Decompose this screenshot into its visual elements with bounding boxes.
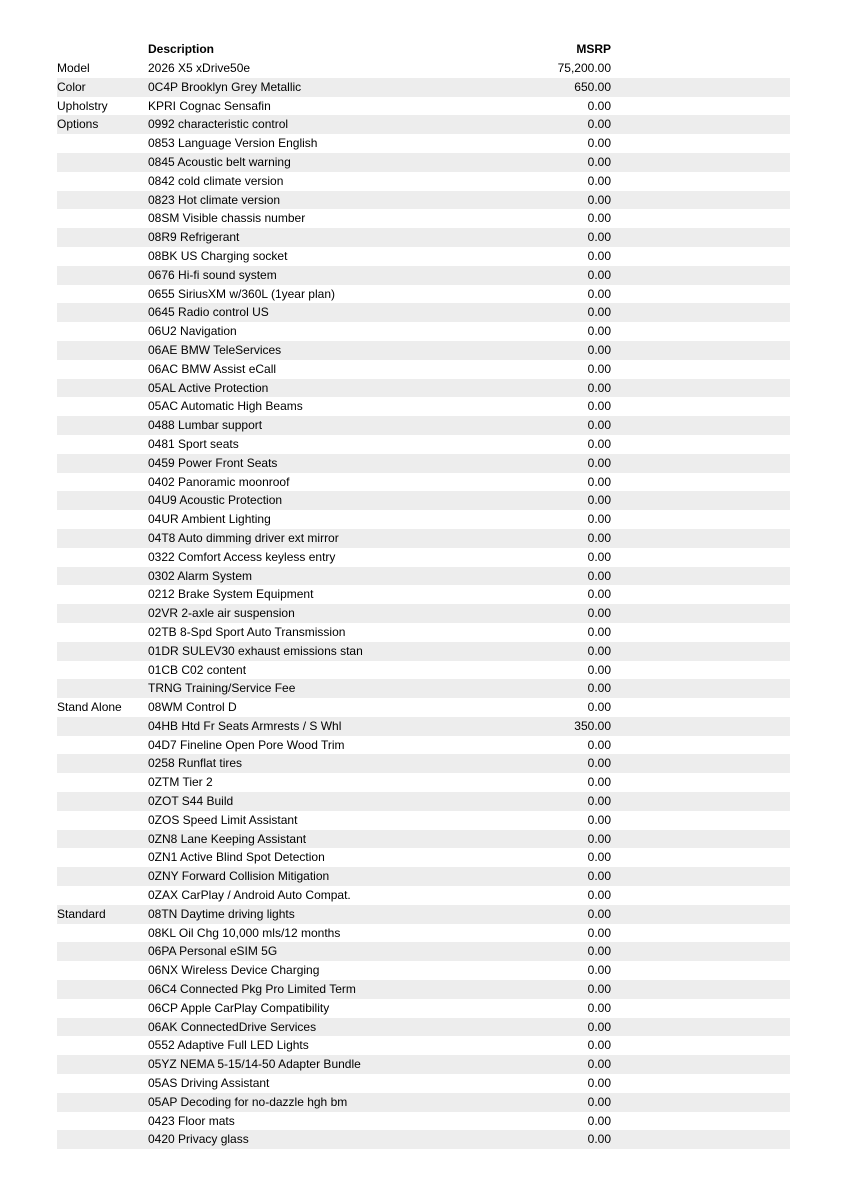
msrp-cell: 0.00: [587, 136, 611, 151]
table-row: [57, 623, 790, 642]
table-row: [57, 379, 790, 398]
description-cell: 04T8 Auto dimming driver ext mirror: [148, 530, 339, 545]
description-cell: 0322 Comfort Access keyless entry: [148, 549, 336, 564]
table-row: [57, 1093, 790, 1112]
msrp-cell: 0.00: [587, 1113, 611, 1128]
msrp-cell: 0.00: [587, 305, 611, 320]
msrp-cell: 0.00: [587, 1057, 611, 1072]
table-header-row: [57, 40, 790, 59]
msrp-cell: 0.00: [587, 342, 611, 357]
msrp-cell: 0.00: [587, 418, 611, 433]
table-row: [57, 848, 790, 867]
description-cell: 0420 Privacy glass: [148, 1132, 249, 1147]
msrp-cell: 0.00: [587, 1000, 611, 1015]
msrp-cell: 0.00: [587, 549, 611, 564]
description-cell: 04U9 Acoustic Protection: [148, 493, 283, 508]
msrp-cell: 0.00: [587, 662, 611, 677]
msrp-cell: 0.00: [587, 700, 611, 715]
msrp-cell: 0.00: [587, 192, 611, 207]
table-row: [57, 247, 790, 266]
msrp-cell: 0.00: [587, 737, 611, 752]
description-cell: 0ZAX CarPlay / Android Auto Compat.: [148, 888, 351, 903]
table-row: [57, 1112, 790, 1131]
msrp-cell: 0.00: [587, 98, 611, 113]
table-row: [57, 961, 790, 980]
msrp-cell: 0.00: [587, 324, 611, 339]
description-cell: 0212 Brake System Equipment: [148, 587, 314, 602]
msrp-cell: 0.00: [587, 361, 611, 376]
table-row: [57, 830, 790, 849]
table-row: [57, 679, 790, 698]
table-row: [57, 585, 790, 604]
msrp-cell: 0.00: [587, 624, 611, 639]
description-cell: 08R9 Refrigerant: [148, 230, 240, 245]
table-row: [57, 59, 790, 78]
table-row: [57, 228, 790, 247]
msrp-cell: 0.00: [587, 530, 611, 545]
msrp-cell: 0.00: [587, 869, 611, 884]
table-row: [57, 773, 790, 792]
msrp-column-header: MSRP: [576, 42, 611, 57]
table-row: [57, 454, 790, 473]
table-row: [57, 191, 790, 210]
description-cell: 0488 Lumbar support: [148, 418, 263, 433]
description-cell: 0842 cold climate version: [148, 173, 284, 188]
msrp-cell: 0.00: [587, 812, 611, 827]
description-cell: 0302 Alarm System: [148, 568, 253, 583]
table-row: [57, 867, 790, 886]
msrp-cell: 0.00: [587, 925, 611, 940]
table-row: [57, 942, 790, 961]
table-row: [57, 285, 790, 304]
description-cell: 0ZTM Tier 2: [148, 775, 213, 790]
table-row: [57, 736, 790, 755]
table-row: [57, 1074, 790, 1093]
description-cell: 0853 Language Version English: [148, 136, 318, 151]
table-row: [57, 924, 790, 943]
msrp-cell: 350.00: [574, 718, 611, 733]
msrp-cell: 0.00: [587, 1038, 611, 1053]
description-cell: 0845 Acoustic belt warning: [148, 154, 291, 169]
msrp-cell: 0.00: [587, 154, 611, 169]
table-row: [57, 172, 790, 191]
description-cell: 08TN Daytime driving lights: [148, 906, 295, 921]
category-cell: Model: [57, 61, 90, 75]
table-row: [57, 529, 790, 548]
msrp-cell: 0.00: [587, 794, 611, 809]
description-cell: KPRI Cognac Sensafin: [148, 98, 271, 113]
description-cell: 06AK ConnectedDrive Services: [148, 1019, 317, 1034]
description-cell: 08BK US Charging socket: [148, 248, 288, 263]
description-cell: 02VR 2-axle air suspension: [148, 606, 295, 621]
description-cell: 0C4P Brooklyn Grey Metallic: [148, 79, 302, 94]
table-row: [57, 1018, 790, 1037]
description-cell: 0ZN8 Lane Keeping Assistant: [148, 831, 307, 846]
description-cell: 06AE BMW TeleServices: [148, 342, 282, 357]
description-cell: 06AC BMW Assist eCall: [148, 361, 277, 376]
msrp-cell: 0.00: [587, 1094, 611, 1109]
category-cell: Options: [57, 117, 99, 132]
msrp-cell: 0.00: [587, 1132, 611, 1147]
description-cell: 0481 Sport seats: [148, 436, 239, 451]
table-row: [57, 303, 790, 322]
msrp-cell: 0.00: [587, 474, 611, 489]
description-cell: 06PA Personal eSIM 5G: [148, 944, 278, 959]
description-cell: 01CB C02 content: [148, 662, 247, 677]
table-row: [57, 548, 790, 567]
table-row: [57, 322, 790, 341]
description-cell: 0ZNY Forward Collision Mitigation: [148, 869, 330, 884]
msrp-cell: 0.00: [587, 436, 611, 451]
description-cell: 0823 Hot climate version: [148, 192, 281, 207]
msrp-cell: 0.00: [587, 211, 611, 226]
description-cell: 2026 X5 xDrive50e: [148, 61, 251, 75]
description-cell: 0552 Adaptive Full LED Lights: [148, 1038, 309, 1053]
msrp-cell: 0.00: [587, 681, 611, 696]
description-cell: 0655 SiriusXM w/360L (1year plan): [148, 286, 335, 301]
description-cell: 08SM Visible chassis number: [148, 211, 306, 226]
description-cell: 06U2 Navigation: [148, 324, 237, 339]
table-row: [57, 604, 790, 623]
msrp-cell: 0.00: [587, 568, 611, 583]
description-cell: 0459 Power Front Seats: [148, 455, 278, 470]
msrp-cell: 0.00: [587, 286, 611, 301]
msrp-cell: 0.00: [587, 756, 611, 771]
table-row: [57, 905, 790, 924]
description-cell: 08WM Control D: [148, 700, 237, 715]
msrp-cell: 0.00: [587, 248, 611, 263]
description-cell: 06CP Apple CarPlay Compatibility: [148, 1000, 330, 1015]
msrp-cell: 0.00: [587, 963, 611, 978]
description-cell: 08KL Oil Chg 10,000 mls/12 months: [148, 925, 341, 940]
description-cell: 06NX Wireless Device Charging: [148, 963, 320, 978]
description-cell: 02TB 8-Spd Sport Auto Transmission: [148, 624, 346, 639]
table-row: [57, 698, 790, 717]
msrp-cell: 0.00: [587, 906, 611, 921]
msrp-cell: 0.00: [587, 606, 611, 621]
vehicle-options-table: [57, 40, 790, 1149]
table-row: [57, 886, 790, 905]
table-row: [57, 266, 790, 285]
table-row: [57, 754, 790, 773]
msrp-cell: 0.00: [587, 173, 611, 188]
description-cell: 04UR Ambient Lighting: [148, 512, 271, 527]
table-row: [57, 1055, 790, 1074]
table-row: [57, 416, 790, 435]
table-row: [57, 153, 790, 172]
table-row: [57, 1036, 790, 1055]
description-column-header: Description: [148, 42, 215, 57]
description-cell: 04D7 Fineline Open Pore Wood Trim: [148, 737, 345, 752]
description-cell: 05AS Driving Assistant: [148, 1076, 270, 1091]
msrp-cell: 75,200.00: [557, 61, 611, 75]
msrp-cell: 0.00: [587, 455, 611, 470]
table-row: [57, 78, 790, 97]
msrp-cell: 0.00: [587, 380, 611, 395]
msrp-cell: 0.00: [587, 831, 611, 846]
msrp-cell: 0.00: [587, 888, 611, 903]
table-row: [57, 642, 790, 661]
description-cell: 0645 Radio control US: [148, 305, 269, 320]
table-row: [57, 717, 790, 736]
msrp-cell: 0.00: [587, 982, 611, 997]
table-row: [57, 435, 790, 454]
msrp-cell: 0.00: [587, 944, 611, 959]
category-cell: Upholstry: [57, 98, 108, 113]
table-body: [57, 59, 790, 1149]
msrp-cell: 0.00: [587, 230, 611, 245]
description-cell: 0ZOT S44 Build: [148, 794, 234, 809]
table-row: [57, 341, 790, 360]
table-row: [57, 491, 790, 510]
table-row: [57, 473, 790, 492]
description-cell: 05AP Decoding for no-dazzle hgh bm: [148, 1094, 348, 1109]
description-cell: 0676 Hi-fi sound system: [148, 267, 277, 282]
msrp-cell: 0.00: [587, 643, 611, 658]
msrp-cell: 0.00: [587, 1076, 611, 1091]
description-cell: 0258 Runflat tires: [148, 756, 243, 771]
category-cell: Standard: [57, 906, 106, 921]
description-cell: TRNG Training/Service Fee: [148, 681, 296, 696]
table-row: [57, 811, 790, 830]
table-row: [57, 999, 790, 1018]
msrp-cell: 0.00: [587, 850, 611, 865]
table-row: [57, 360, 790, 379]
table-row: [57, 980, 790, 999]
msrp-cell: 0.00: [587, 399, 611, 414]
category-cell: Color: [57, 79, 86, 94]
description-cell: 06C4 Connected Pkg Pro Limited Term: [148, 982, 356, 997]
description-cell: 05YZ NEMA 5-15/14-50 Adapter Bundle: [148, 1057, 361, 1072]
description-cell: 0ZOS Speed Limit Assistant: [148, 812, 298, 827]
description-cell: 0992 characteristic control: [148, 117, 289, 132]
table-row: [57, 661, 790, 680]
msrp-cell: 0.00: [587, 775, 611, 790]
table-row: [57, 567, 790, 586]
msrp-cell: 650.00: [574, 79, 611, 94]
description-cell: 01DR SULEV30 exhaust emissions stan: [148, 643, 363, 658]
msrp-cell: 0.00: [587, 1019, 611, 1034]
table-row: [57, 792, 790, 811]
description-cell: 0423 Floor mats: [148, 1113, 235, 1128]
table-row: [57, 209, 790, 228]
description-cell: 0402 Panoramic moonroof: [148, 474, 290, 489]
table-row: [57, 97, 790, 116]
table-row: [57, 1130, 790, 1149]
description-cell: 05AC Automatic High Beams: [148, 399, 303, 414]
description-cell: 04HB Htd Fr Seats Armrests / S Whl: [148, 718, 342, 733]
table-row: [57, 397, 790, 416]
msrp-cell: 0.00: [587, 267, 611, 282]
msrp-cell: 0.00: [587, 512, 611, 527]
table-row: [57, 510, 790, 529]
table-row: [57, 134, 790, 153]
description-cell: 0ZN1 Active Blind Spot Detection: [148, 850, 325, 865]
msrp-cell: 0.00: [587, 493, 611, 508]
msrp-cell: 0.00: [587, 587, 611, 602]
table-row: [57, 115, 790, 134]
description-cell: 05AL Active Protection: [148, 380, 269, 395]
msrp-cell: 0.00: [587, 117, 611, 132]
category-cell: Stand Alone: [57, 700, 122, 715]
